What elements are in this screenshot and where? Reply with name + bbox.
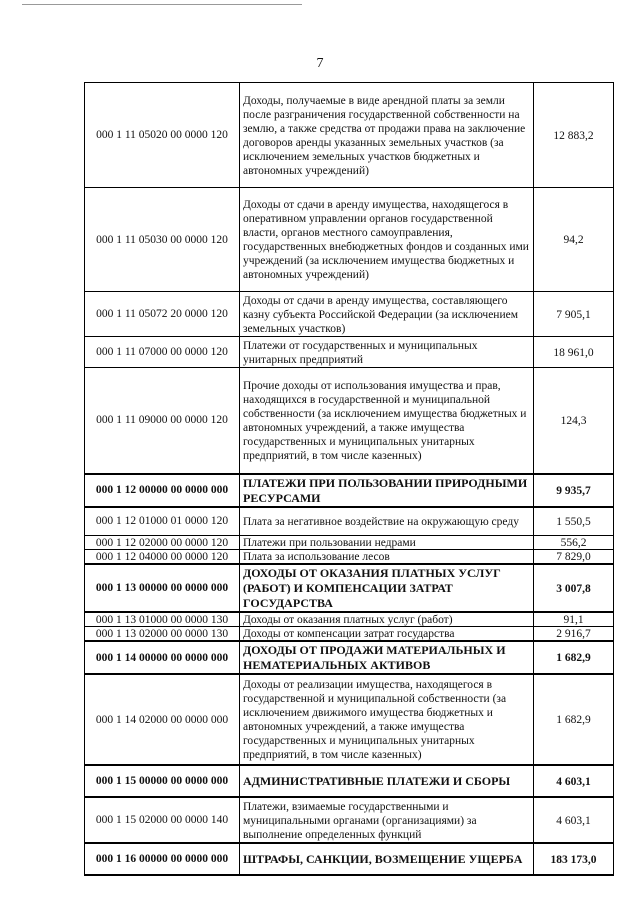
top-rule: [22, 4, 302, 5]
budget-code: 000 1 14 02000 00 0000 000: [85, 674, 240, 765]
budget-code: 000 1 13 02000 00 0000 130: [85, 627, 240, 642]
table-row: [85, 536, 614, 550]
revenue-name: Доходы от реализации имущества, находящегося в государственной и муниципальной собственности (за исключением движимого имущества бюджетных и автономных учреждений, а также имущества государственных и муниципальных унитарных предприятий, в том числе казенных): [240, 674, 534, 765]
budget-code: 000 1 11 05072 20 0000 120: [85, 292, 240, 337]
section-amount: 3 007,8: [534, 564, 614, 612]
revenue-table: [84, 82, 614, 876]
revenue-amount: 1 682,9: [534, 674, 614, 765]
revenue-name: Платежи при пользовании недрами: [240, 536, 534, 550]
budget-code: 000 1 15 00000 00 0000 000: [85, 765, 240, 797]
revenue-name: Доходы от компенсации затрат государства: [240, 627, 534, 642]
section-title: ДОХОДЫ ОТ ОКАЗАНИЯ ПЛАТНЫХ УСЛУГ (РАБОТ) И КОМПЕНСАЦИИ ЗАТРАТ ГОСУДАРСТВА: [240, 564, 534, 612]
table-row: [85, 368, 614, 474]
table-row: [85, 188, 614, 292]
budget-code: 000 1 14 00000 00 0000 000: [85, 641, 240, 674]
budget-code: 000 1 11 07000 00 0000 120: [85, 337, 240, 368]
revenue-amount: 1 550,5: [534, 507, 614, 536]
table-row: [85, 550, 614, 565]
section-title: ПЛАТЕЖИ ПРИ ПОЛЬЗОВАНИИ ПРИРОДНЫМИ РЕСУРСАМИ: [240, 474, 534, 507]
section-row: [85, 474, 614, 507]
table-row: [85, 507, 614, 536]
table-row: [85, 797, 614, 843]
section-amount: 183 173,0: [534, 843, 614, 875]
budget-code: 000 1 11 09000 00 0000 120: [85, 368, 240, 474]
revenue-name: Платежи от государственных и муниципальных унитарных предприятий: [240, 337, 534, 368]
budget-code: 000 1 16 00000 00 0000 000: [85, 843, 240, 875]
table-row: [85, 83, 614, 188]
revenue-amount: 18 961,0: [534, 337, 614, 368]
revenue-name: Плата за негативное воздействие на окружающую среду: [240, 507, 534, 536]
budget-code: 000 1 12 04000 00 0000 120: [85, 550, 240, 565]
revenue-name: Платежи, взимаемые государственными и муниципальными органами (организациями) за выполнение определенных функций: [240, 797, 534, 843]
revenue-name: Доходы от оказания платных услуг (работ): [240, 612, 534, 627]
revenue-name: Прочие доходы от использования имущества и прав, находящихся в государственной и муниципальной собственности (за исключением имущества бюджетных и автономных учреждений, а также имущества государственных и муниципальных унитарных предприятий, в том числе казенных): [240, 368, 534, 474]
revenue-amount: 2 916,7: [534, 627, 614, 642]
section-amount: 4 603,1: [534, 765, 614, 797]
revenue-amount: 4 603,1: [534, 797, 614, 843]
section-row: [85, 641, 614, 674]
budget-code: 000 1 12 00000 00 0000 000: [85, 474, 240, 507]
table-row: [85, 612, 614, 627]
section-row: [85, 765, 614, 797]
revenue-amount: 94,2: [534, 188, 614, 292]
budget-code: 000 1 12 01000 01 0000 120: [85, 507, 240, 536]
budget-code: 000 1 15 02000 00 0000 140: [85, 797, 240, 843]
budget-code: 000 1 13 01000 00 0000 130: [85, 612, 240, 627]
budget-code: 000 1 12 02000 00 0000 120: [85, 536, 240, 550]
revenue-name: Доходы от сдачи в аренду имущества, составляющего казну субъекта Российской Федерации (за исключением земельных участков): [240, 292, 534, 337]
revenue-name: Доходы от сдачи в аренду имущества, находящегося в оперативном управлении органов государственной власти, органов местного самоуправления, государственных внебюджетных фондов и созданных ими учреждений (за исключением имущества бюджетных и автономных учреждений): [240, 188, 534, 292]
table-row: [85, 674, 614, 765]
revenue-amount: 124,3: [534, 368, 614, 474]
section-title: ДОХОДЫ ОТ ПРОДАЖИ МАТЕРИАЛЬНЫХ И НЕМАТЕРИАЛЬНЫХ АКТИВОВ: [240, 641, 534, 674]
section-amount: 1 682,9: [534, 641, 614, 674]
section-row: [85, 843, 614, 875]
section-row: [85, 564, 614, 612]
revenue-amount: 91,1: [534, 612, 614, 627]
budget-code: 000 1 11 05020 00 0000 120: [85, 83, 240, 188]
table-row: [85, 627, 614, 642]
section-title: ШТРАФЫ, САНКЦИИ, ВОЗМЕЩЕНИЕ УЩЕРБА: [240, 843, 534, 875]
table-row: [85, 292, 614, 337]
budget-code: 000 1 13 00000 00 0000 000: [85, 564, 240, 612]
section-amount: 9 935,7: [534, 474, 614, 507]
revenue-amount: 7 905,1: [534, 292, 614, 337]
revenue-amount: 556,2: [534, 536, 614, 550]
table-row: [85, 337, 614, 368]
revenue-amount: 7 829,0: [534, 550, 614, 565]
revenue-name: Доходы, получаемые в виде арендной платы за земли после разграничения государственной собственности на землю, а также средства от продажи права на заключение договоров аренды указанных земельных участков (за исключением земельных участков бюджетных и автономных учреждений): [240, 83, 534, 188]
revenue-amount: 12 883,2: [534, 83, 614, 188]
page-number: 7: [316, 56, 324, 71]
revenue-name: Плата за использование лесов: [240, 550, 534, 565]
section-title: АДМИНИСТРАТИВНЫЕ ПЛАТЕЖИ И СБОРЫ: [240, 765, 534, 797]
budget-code: 000 1 11 05030 00 0000 120: [85, 188, 240, 292]
